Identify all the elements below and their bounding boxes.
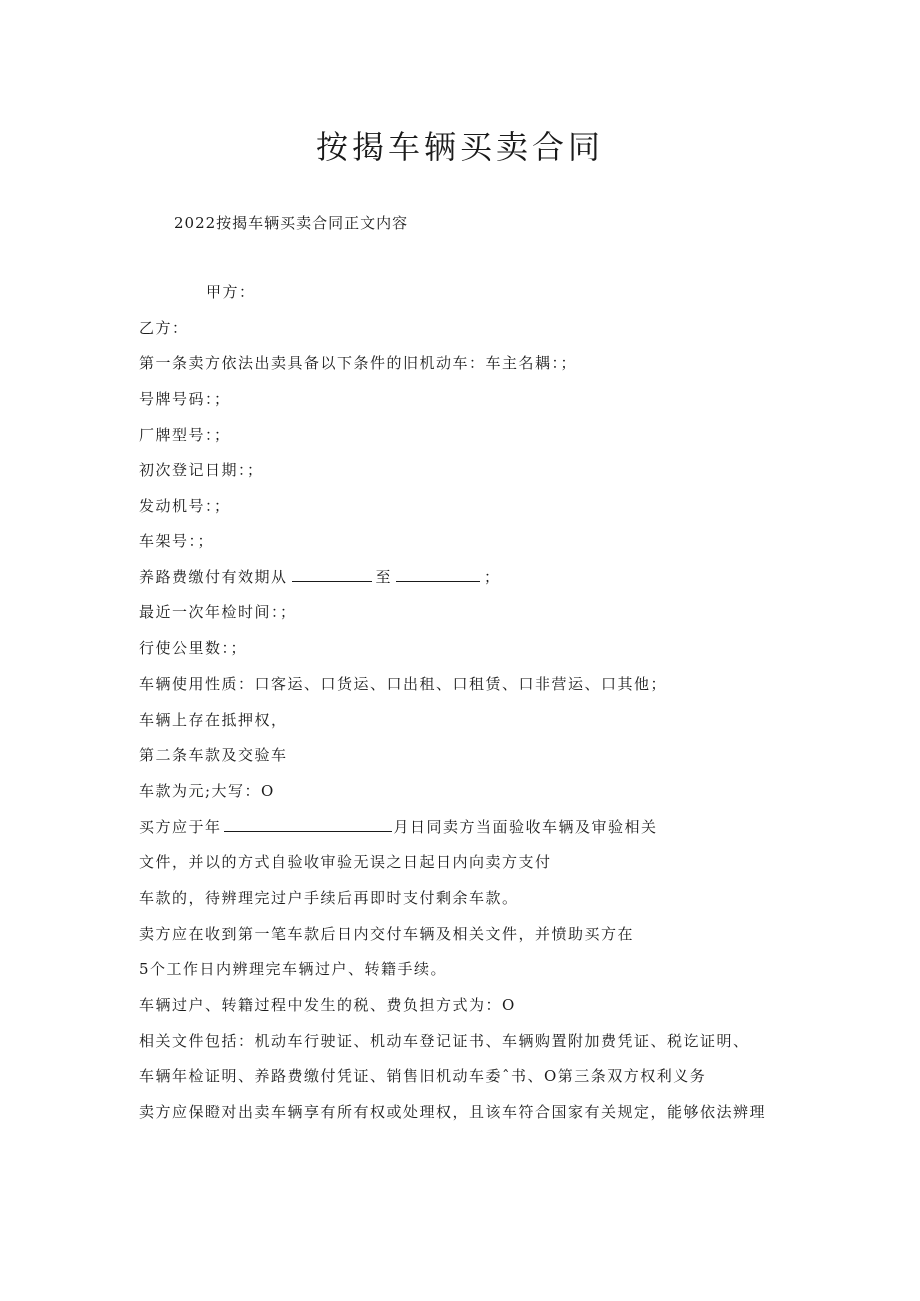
frame-number-line: 车架号：； <box>139 532 215 550</box>
road-fee-prefix: 养路费缴付有效期从 <box>139 568 288 586</box>
documents-line-1: 相关文件包括：机动车行驶证、机动车登记证书、车辆购置附加费凭证、税讫证明、 <box>139 1032 750 1050</box>
road-fee-start-blank <box>292 567 372 582</box>
buyer-suffix: 月日同卖方当面验收车辆及审验相关 <box>393 818 658 836</box>
road-fee-suffix: ； <box>484 568 501 586</box>
mortgage-line: 车辆上存在抵押权， <box>139 711 288 729</box>
tax-line: 车辆过户、转籍过程中发生的税、费负担方式为：O <box>139 996 516 1014</box>
seller-delivery-line: 卖方应在收到第一笔车款后日内交付车辆及相关文件，并愤助买方在 <box>139 925 635 943</box>
transfer-line: 5个工作日内辨理完车辆过户、转籍手续。 <box>139 960 448 978</box>
last-inspection-line: 最近一次年检时间：； <box>139 603 297 621</box>
brand-model-line: 厂牌型号：； <box>139 426 231 444</box>
document-title: 按揭车辆买卖合同 <box>315 128 604 166</box>
road-fee-mid: 至 <box>375 568 393 586</box>
payment-line: 车款的，待辨理完过户手续后再即时支付剩余车款。 <box>139 889 519 907</box>
party-b-line: 乙方： <box>139 319 189 337</box>
usage-nature-line: 车辆使用性质：口客运、口货运、口出租、口租赁、口非营运、口其他； <box>139 675 668 693</box>
first-registration-line: 初次登记日期：； <box>139 461 264 479</box>
buyer-prefix: 买方应于年 <box>139 818 222 836</box>
engine-number-line: 发动机号：； <box>139 497 231 515</box>
guarantee-line: 卖方应保瞪对出卖车辆享有所有权或处理权，且该车符合国家有关规定，能够依法辨理 <box>139 1103 767 1121</box>
document-subtitle: 2022按揭车辆买卖合同正文内容 <box>174 214 409 232</box>
road-fee-line <box>139 567 501 587</box>
documents-line-2: 车辆年检证明、养路费缴付凭证、销售旧机动车委ˆ书、O第三条双方权利义务 <box>139 1067 707 1085</box>
party-a-line: 甲方： <box>206 283 256 301</box>
road-fee-end-blank <box>396 567 480 582</box>
price-line: 车款为元;大写：O <box>139 782 275 800</box>
article-2-heading: 第二条车款及交验车 <box>139 746 288 764</box>
plate-number-line: 号牌号码：； <box>139 390 231 408</box>
mileage-line: 行使公里数：； <box>139 639 248 657</box>
files-line: 文件，并以的方式自验收审验无误之日起日内向卖方支付 <box>139 853 552 871</box>
buyer-date-blank <box>224 817 392 832</box>
article-1-heading: 第一条卖方依法出卖具备以下条件的旧机动车：车主名耦：； <box>139 354 578 372</box>
buyer-inspection-line <box>139 817 658 837</box>
